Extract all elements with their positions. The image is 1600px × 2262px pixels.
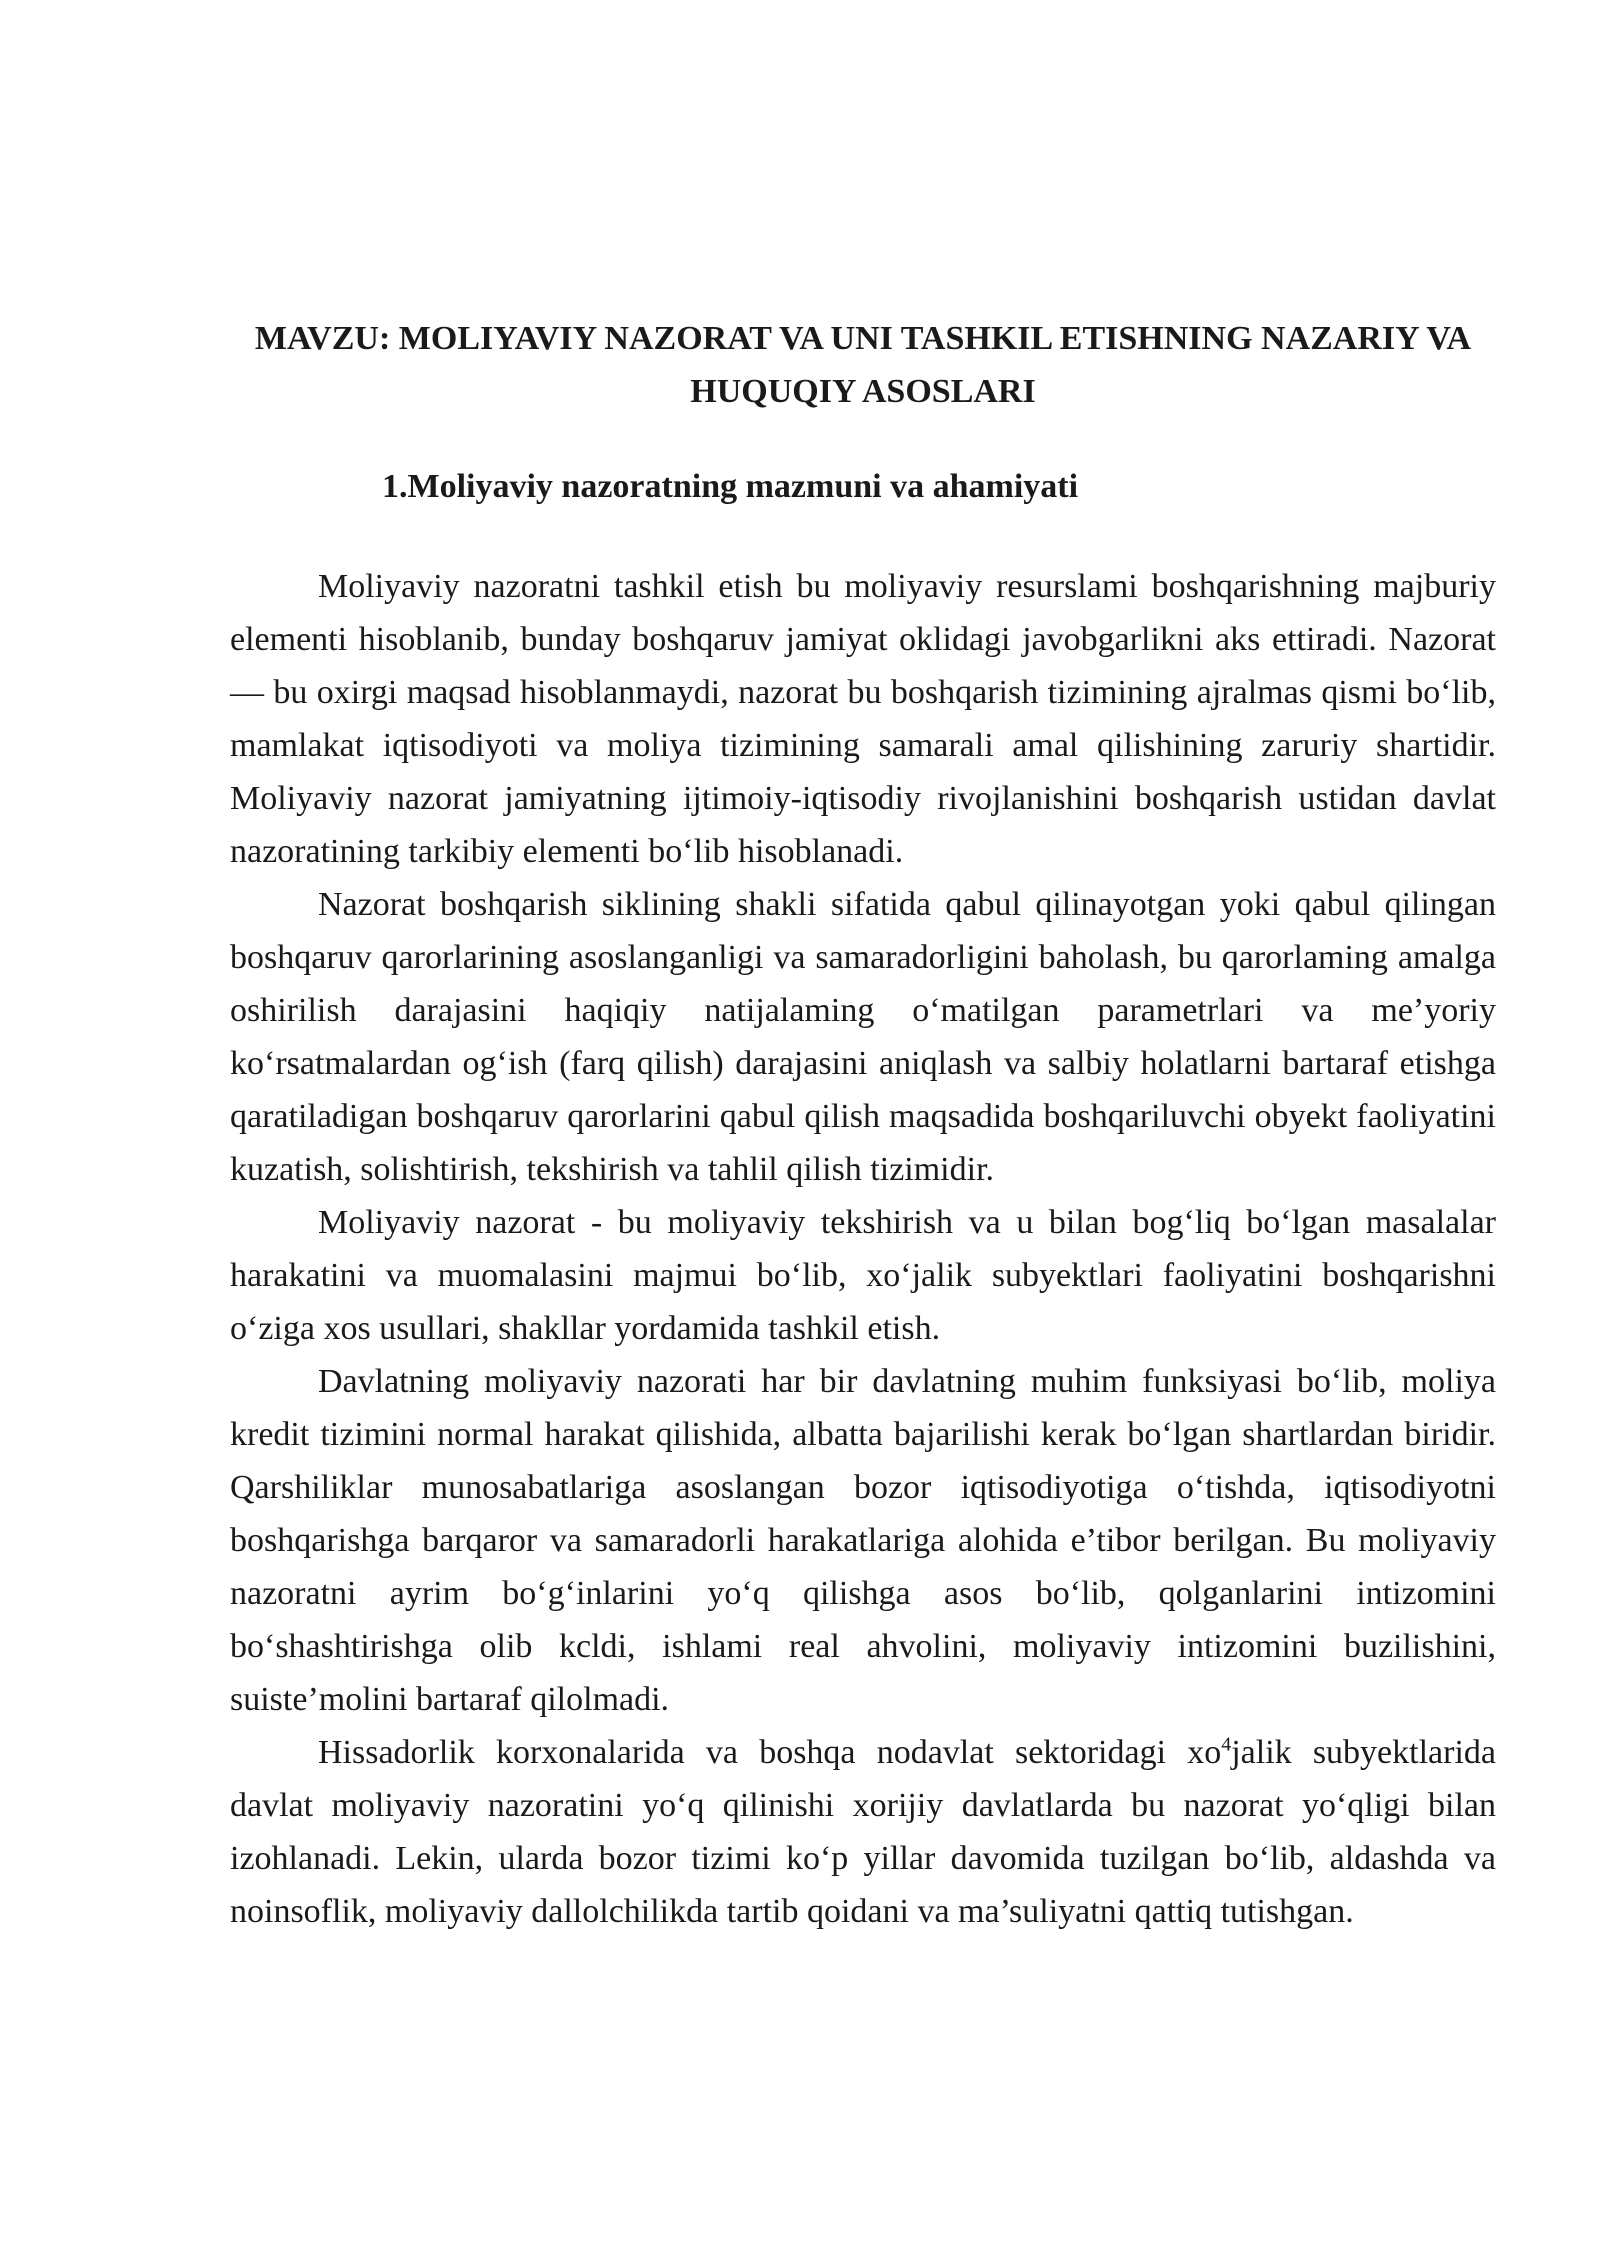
section-heading: 1.Moliyaviy nazoratning mazmuni va ahamiyati [382, 468, 1079, 505]
paragraph-5-start: Hissadorlik korxonalarida va boshqa nodavlat sektoridagi xo [318, 1734, 1222, 1771]
paragraph-5-end: jalik subyektlarida davlat moliyaviy nazoratini yo‘q qilinishi xorijiy davlatlarda bu nazorat yo‘qligi bilan izohlanadi. Lekin, ularda bozor tizimi ko‘p yillar davomida tuzilgan bo‘lib, aldashda va noinsoflik, moliyaviy dallolchilikda tartib qoidani va ma’suliyatni qattiq tutishgan. [230, 1734, 1496, 1930]
paragraph-2: Nazorat boshqarish siklining shakli sifatida qabul qilinayotgan yoki qabul qilingan boshqaruv qarorlarining asoslanganligi va samaradorligini baholash, bu qarorlaming amalga oshirilish darajasini haqiqiy natijalaming o‘matilgan parametrlari va me’yoriy ko‘rsatmalardan og‘ish (farq qilish) darajasini aniqlash va salbiy holatlarni bartaraf etishga qaratiladigan boshqaruv qarorlarini qabul qilish maqsadida boshqariluvchi obyekt faoliyatini kuzatish, solishtirish, tekshirish va tahlil qilish tizimidir. [230, 886, 1496, 1188]
paragraph-4: Davlatning moliyaviy nazorati har bir davlatning muhim funksiyasi bo‘lib, moliya kredit tizimini normal harakat qilishida, albatta bajarilishi kerak bo‘lgan shartlardan biridir. Qarshiliklar munosabatlariga asoslangan bozor iqtisodiyotiga o‘tishda, iqtisodiyotni boshqarishga barqaror va samaradorli harakatlariga alohida e’tibor berilgan. Bu moliyaviy nazoratni ayrim bo‘g‘inlarini yo‘q qilishga asos bo‘lib, qolganlarini intizomini bo‘shashtirishga olib kcldi, ishlami real ahvolini, moliyaviy intizomini buzilishini, suiste’molini bartaraf qilolmadi. [230, 1363, 1496, 1718]
paragraph-5 [230, 1726, 1496, 1938]
document-body [230, 560, 1496, 1938]
paragraph-1: Moliyaviy nazoratni tashkil etish bu moliyaviy resurslami boshqarishning majburiy elementi hisoblanib, bunday boshqaruv jamiyat oklidagi javobgarlikni aks ettiradi. Nazorat — bu oxirgi maqsad hisoblanmaydi, nazorat bu boshqarish tizimining ajralmas qismi bo‘lib, mamlakat iqtisodiyoti va moliya tizimining samarali amal qilishining zaruriy shartidir. Moliyaviy nazorat jamiyatning ijtimoiy-iqtisodiy rivojlanishini boshqarish ustidan davlat nazoratining tarkibiy elementi bo‘lib hisoblanadi. [230, 568, 1496, 870]
paragraph-3: Moliyaviy nazorat - bu moliyaviy tekshirish va u bilan bog‘liq bo‘lgan masalalar harakatini va muomalasini majmui bo‘lib, xo‘jalik subyektlari faoliyatini boshqarishni o‘ziga xos usullari, shakllar yordamida tashkil etish. [230, 1204, 1496, 1347]
footnote-marker[interactable]: 4 [1221, 1733, 1232, 1756]
document-title: MAVZU: MOLIYAVIY NAZORAT VA UNI TASHKIL ETISHNING NAZARIY VA HUQUQIY ASOSLARI [254, 320, 1472, 410]
